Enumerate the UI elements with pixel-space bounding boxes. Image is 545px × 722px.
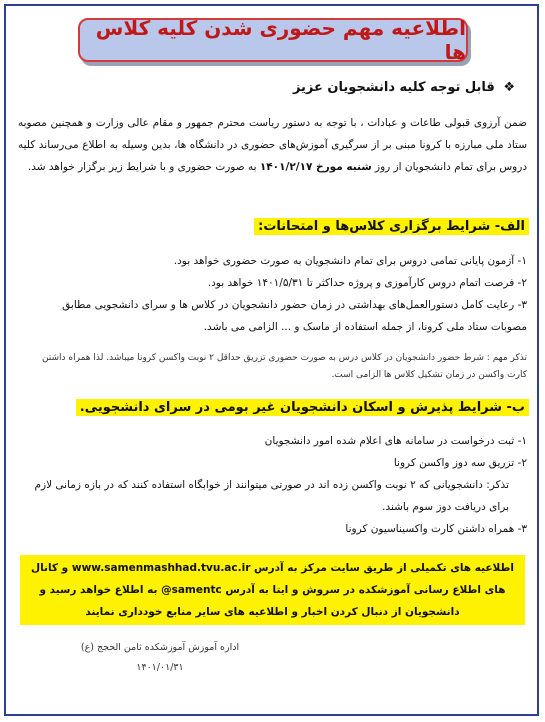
signature-block (60, 638, 260, 678)
website-link[interactable]: www.samenmashhad.tvu.ac.ir (71, 562, 251, 574)
intro-paragraph (18, 112, 527, 178)
section-a-title: الف- شرایط برگزاری کلاس‌ها و امتحانات: (254, 218, 529, 235)
list-item-note: تذکر: دانشجویانی که ۲ نوبت واکسن زده اند در صورتی میتوانند از خوابگاه استفاده کنند که در بازه زمانی لازم برای دریافت دوز سوم باشند. (34, 479, 509, 513)
info-text-2: و کانال های اطلاع رسانی آموزشکده در سروش و ایتا به آدرس samentc@ به اطلاع خواهد رسید و دانشجویان از دنبال کردن اخبار و اطلاعیه های سایر منابع خودداری نمایند (30, 562, 506, 618)
intro-text-2: به صورت حضوری و با شرایط زیر برگزار خواهد شد. (27, 161, 257, 173)
title-banner (78, 18, 468, 62)
audience-heading-text: قابل توجه کلیه دانشجویان عزیز (292, 80, 495, 95)
intro-date: شنبه مورخ ۱۴۰۱/۲/۱۷ (259, 161, 372, 173)
info-text-1: اطلاعیه های تکمیلی از طریق سایت مرکز به آدرس (254, 562, 515, 574)
list-item: ۲- فرصت اتمام دروس کارآموزی و پروژه حداکثر تا ۱۴۰۱/۵/۳۱ خواهد بود. (207, 277, 527, 289)
intro-text-1: ضمن آرزوی قبولی طاعات و عبادات ، با توجه به دستور ریاست محترم جمهور و مقام عالی وزارت و همچنین مصوبه ستاد ملی مبارزه با کرونا مبنی بر از سرگیری آموزش‌های حضوری در دانشگاه ها، بدین وسیله به اطلاع می‌رساند کلیه دروس برای تمام دانشجویان از روز (18, 117, 527, 173)
list-item: ۱- آزمون پایانی تمامی دروس برای تمام دانشجویان به صورت حضوری خواهد بود. (173, 255, 527, 267)
diamond-bullet-icon: ❖ (503, 80, 515, 95)
section-b-title: ب- شرایط پذیرش و اسکان دانشجویان غیر بومی در سرای دانشجویی. (76, 399, 529, 416)
list-item: ۱- ثبت درخواست در سامانه های اعلام شده امور دانشجویان (264, 435, 527, 447)
signature-office: اداره آموزش آموزشکده ثامن الحجج (ع) (80, 642, 240, 653)
supplementary-info (20, 555, 525, 625)
important-note: تذکر مهم : شرط حضور دانشجویان در کلاس درس به صورت حضوری تزریق حداقل ۲ نوبت واکسن کرونا میباشد. لذا همراه داشتن کارت واکسن در زمان تشکیل کلاس ها الزامی است. (41, 353, 527, 380)
list-item: ۳- همراه داشتن کارت واکسیناسیون کرونا (345, 523, 527, 535)
page-title: اطلاعیه مهم حضوری شدن کلیه کلاس ها (95, 16, 466, 64)
section-b-list (24, 430, 527, 540)
signature-date: ۱۴۰۱/۰۱/۳۱ (136, 662, 184, 673)
section-a-list (24, 250, 527, 338)
list-item: ۲- تزریق سه دوز واکسن کرونا (393, 457, 527, 469)
list-item: ۳- رعایت کامل دستورالعمل‌های بهداشتی در زمان حضور دانشجویان در کلاس ها و سرای دانشجویی مطابق مصوبات ستاد ملی کرونا، از جمله استفاده از ماسک و ... الزامی می باشد. (62, 299, 527, 333)
audience-heading (293, 80, 515, 95)
